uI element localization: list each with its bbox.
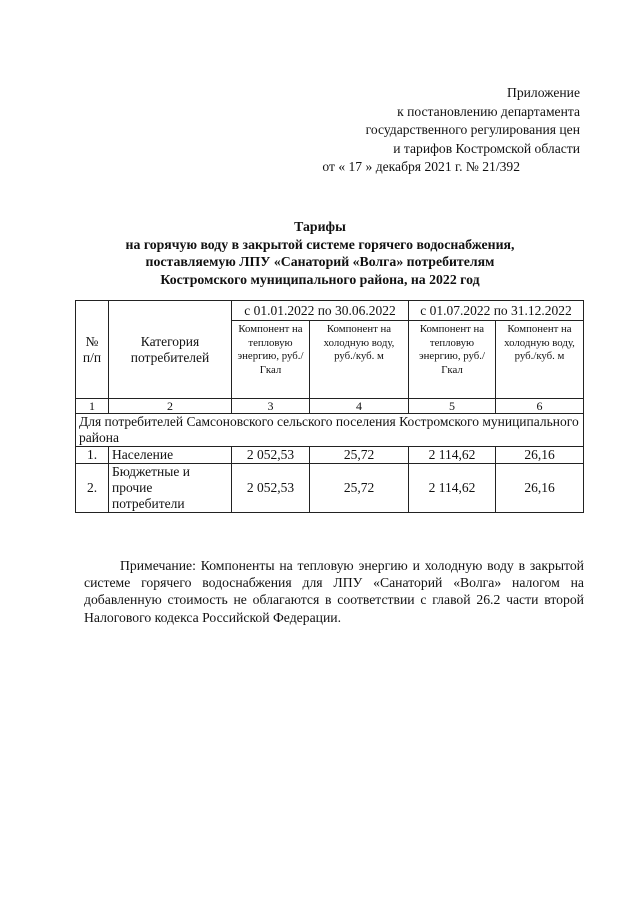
header-heat-1: Компонент на тепловую энергию, руб./Гкал [232, 321, 310, 399]
row-value: 2 114,62 [409, 447, 496, 464]
column-number: 5 [409, 399, 496, 414]
column-number: 1 [76, 399, 109, 414]
title-line: на горячую воду в закрытой системе горячего водоснабжения, [125, 236, 515, 252]
appendix-line: государственного регулирования цен [365, 122, 580, 137]
column-number: 2 [109, 399, 232, 414]
appendix-line: к постановлению департамента [397, 103, 580, 119]
row-category: Население [109, 447, 232, 464]
header-cold-2: Компонент на холодную воду, руб./куб. м [496, 321, 584, 399]
table-row [76, 447, 584, 464]
row-value: 2 052,53 [232, 464, 310, 513]
row-value: 25,72 [310, 464, 409, 513]
column-number: 3 [232, 399, 310, 414]
row-value: 26,16 [496, 447, 584, 464]
section-row [76, 414, 584, 447]
title-line: Костромского муниципального района, на 2022 год [160, 271, 480, 287]
header-num: № п/п [76, 301, 109, 399]
appendix-line: от « 17 » декабря 2021 г. № 21/392 [322, 159, 520, 174]
column-number-row [76, 399, 584, 414]
note-text: Примечание: Компоненты на тепловую энергию и холодную воду в закрытой системе горячего водоснабжения для ЛПУ «Санаторий «Волга» налогом на добавленную стоимость не облагаются в соответствии с главой 26.2 части второй Налогового кодекса Российской Федерации. [84, 558, 584, 625]
header-cold-1: Компонент на холодную воду, руб./куб. м [310, 321, 409, 399]
column-number: 6 [496, 399, 584, 414]
section-title: Для потребителей Самсоновского сельского поселения Костромского муниципального района [76, 414, 584, 447]
header-period-2: с 01.07.2022 по 31.12.2022 [409, 301, 584, 321]
row-value: 26,16 [496, 464, 584, 513]
tariff-table [75, 300, 584, 513]
appendix-line: и тарифов Костромской области [393, 140, 580, 156]
appendix-block [322, 84, 580, 177]
row-value: 25,72 [310, 447, 409, 464]
header-category: Категория потребителей [109, 301, 232, 399]
column-number: 4 [310, 399, 409, 414]
header-period-1: с 01.01.2022 по 30.06.2022 [232, 301, 409, 321]
note-block [84, 557, 584, 626]
row-number: 2. [76, 464, 109, 513]
row-value: 2 114,62 [409, 464, 496, 513]
title-line: Тарифы [294, 219, 346, 234]
appendix-line: Приложение [507, 85, 580, 100]
table-row [76, 464, 584, 513]
header-heat-2: Компонент на тепловую энергию, руб./Гкал [409, 321, 496, 399]
document-title [0, 218, 640, 288]
title-line: поставляемую ЛПУ «Санаторий «Волга» потребителям [145, 254, 495, 269]
row-number: 1. [76, 447, 109, 464]
row-value: 2 052,53 [232, 447, 310, 464]
header-row [76, 301, 584, 321]
row-category: Бюджетные и прочие потребители [109, 464, 232, 513]
